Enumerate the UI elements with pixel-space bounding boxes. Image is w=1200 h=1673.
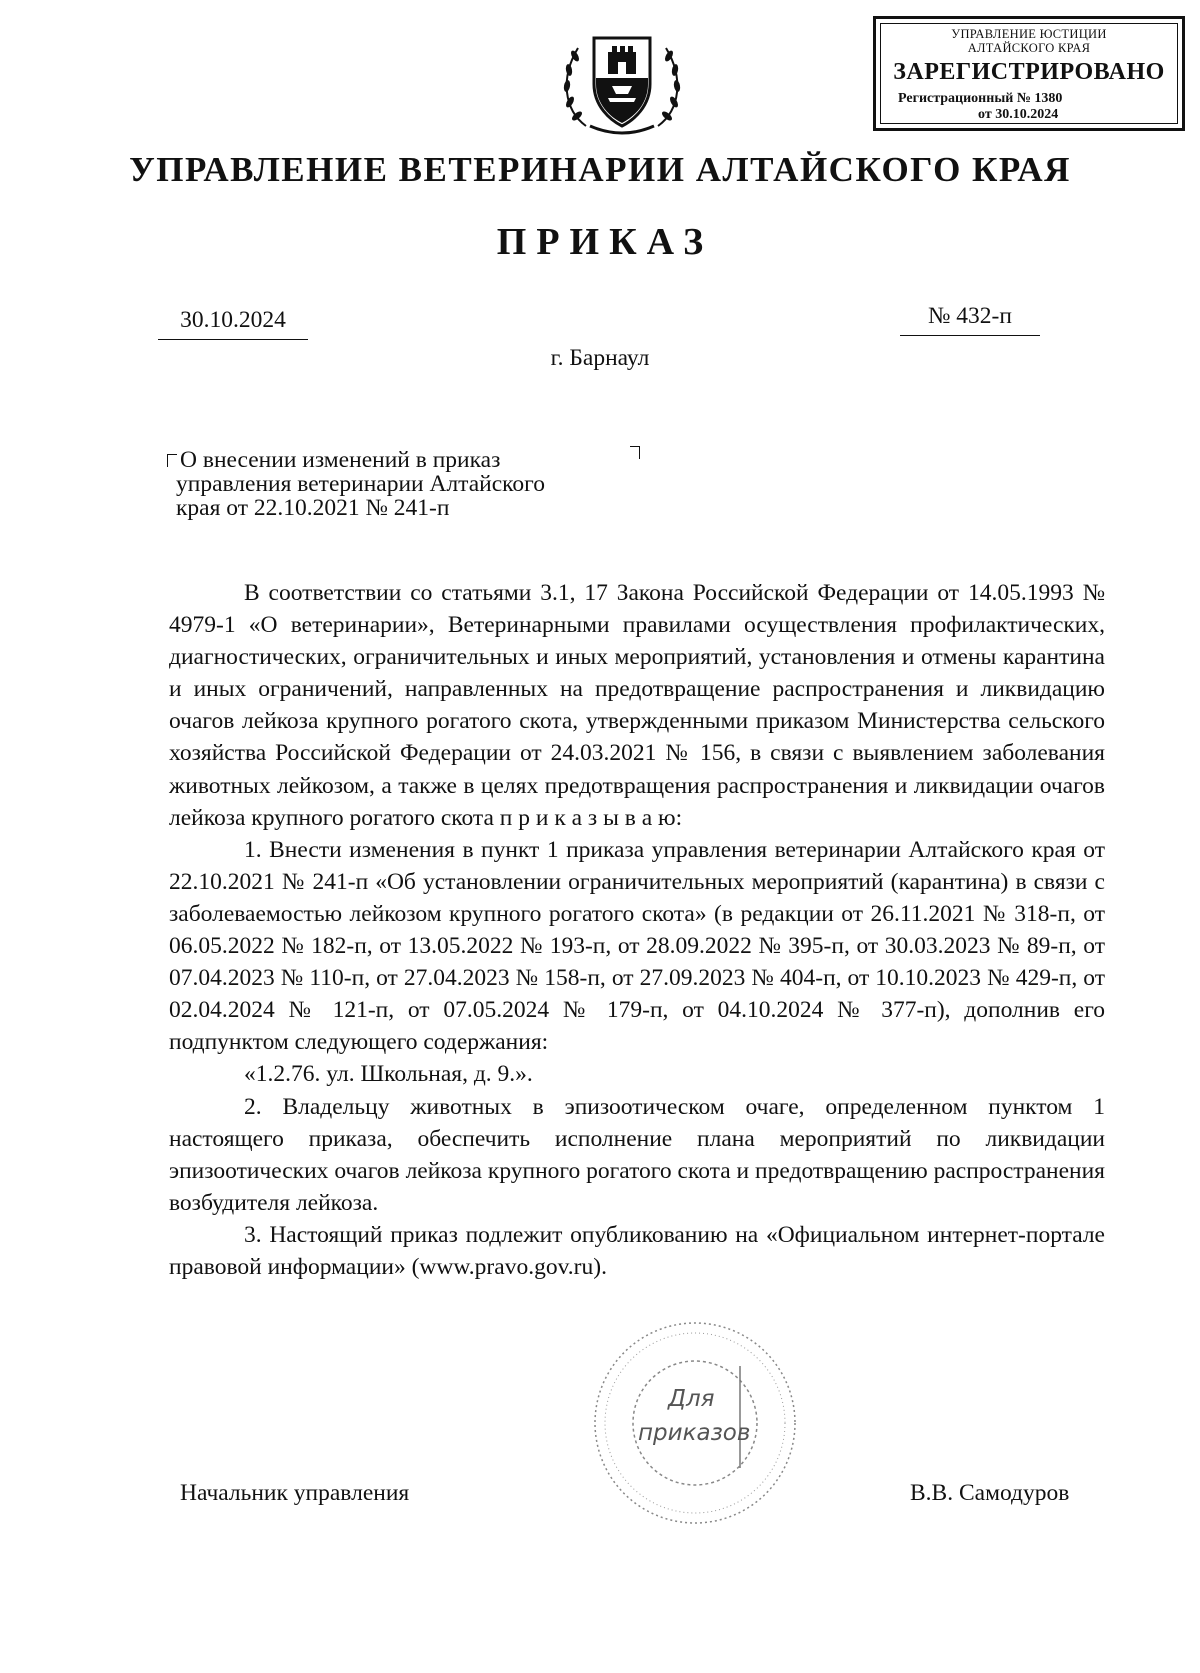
date-underline bbox=[158, 339, 308, 340]
registration-number: Регистрационный № 1380 bbox=[898, 91, 1063, 106]
organization-title: УПРАВЛЕНИЕ ВЕТЕРИНАРИИ АЛТАЙСКОГО КРАЯ bbox=[129, 150, 1071, 189]
subject-line: управления ветеринарии Алтайского bbox=[176, 471, 545, 497]
signatory-position: Начальник управления bbox=[180, 1480, 410, 1506]
registration-stamp-organization: УПРАВЛЕНИЕ ЮСТИЦИИ АЛТАЙСКОГО КРАЯ bbox=[951, 27, 1107, 55]
stamp-text-line2: приказов bbox=[638, 1420, 751, 1446]
document-subject bbox=[176, 447, 635, 521]
document-date: 30.10.2024 bbox=[180, 307, 286, 333]
body-paragraph-item-2: 2. Владельцу животных в эпизоотическом очаге, определенном пунктом 1 настоящего приказа, обеспечить исполнение плана мероприятий по ликвидации эпизоотических очагов лейкоза крупного рогатого скота и предотвращению распространения возбудителя лейкоза. bbox=[169, 1093, 1105, 1216]
registration-stamp bbox=[873, 16, 1185, 131]
document-city: г. Барнаул bbox=[550, 345, 650, 371]
coat-of-arms-emblem bbox=[556, 22, 688, 138]
body-paragraph-subitem: «1.2.76. ул. Школьная, д. 9.». bbox=[244, 1061, 533, 1088]
body-paragraph-item-3: 3. Настоящий приказ подлежит опубликованию на «Официальном интернет-портале правовой информации» (www.pravo.gov.ru). bbox=[169, 1221, 1105, 1280]
document-body bbox=[169, 577, 1105, 1283]
signatory-name: В.В. Самодуров bbox=[910, 1480, 1070, 1506]
document-number: № 432-п bbox=[928, 303, 1012, 329]
body-paragraph-preamble: В соответствии со статьями 3.1, 17 Закона Российской Федерации от 14.05.1993 № 4979-1 «О ветеринарии», Ветеринарными правилами осуществления профилактических, диагностических, ограничительных и иных мероприятий, установления и отмены карантина и иных ограничений, направленных на предотвращение распространения и ликвидацию очагов лейкоза крупного рогатого скота, утвержденными приказом Министерства сельского хозяйства Российской Федерации от 24.03.2021 № 156, в связи с выявлением заболевания животных лейкозом, а также в целях предотвращения распространения и ликвидации очагов лейкоза крупного рогатого скота п р и к а з ы в а ю: bbox=[169, 580, 1105, 831]
registration-date: от 30.10.2024 bbox=[978, 107, 1059, 122]
stamp-text-line1: Для bbox=[668, 1386, 715, 1412]
document-type-title: ПРИКАЗ bbox=[496, 221, 714, 263]
subject-line: О внесении изменений в приказ bbox=[180, 447, 501, 473]
subject-line: края от 22.10.2021 № 241-п bbox=[176, 495, 450, 521]
registration-stamp-status: ЗАРЕГИСТРИРОВАНО bbox=[893, 59, 1165, 85]
body-paragraph-item-1: 1. Внести изменения в пункт 1 приказа управления ветеринарии Алтайского края от 22.10.2021 № 241-п «Об установлении ограничительных мероприятий (карантина) в связи с заболеваемостью лейкозом крупного рогатого скота» (в редакции от 26.11.2021 № 318-п, от 06.05.2022 № 182-п, от 13.05.2022 № 193-п, от 28.09.2022 № 395-п, от 30.03.2023 № 89-п, от 07.04.2023 № 110-п, от 27.04.2023 № 158-п, от 27.09.2023 № 404-п, от 10.10.2023 № 429-п, от 02.04.2024 № 121-п, от 07.05.2024 № 179-п, от 04.10.2024 № 377-п), дополнив его подпунктом следующего содержания: bbox=[169, 836, 1105, 1056]
number-underline bbox=[900, 335, 1040, 336]
official-round-stamp bbox=[590, 1318, 800, 1528]
subject-bracket-left bbox=[167, 454, 177, 467]
